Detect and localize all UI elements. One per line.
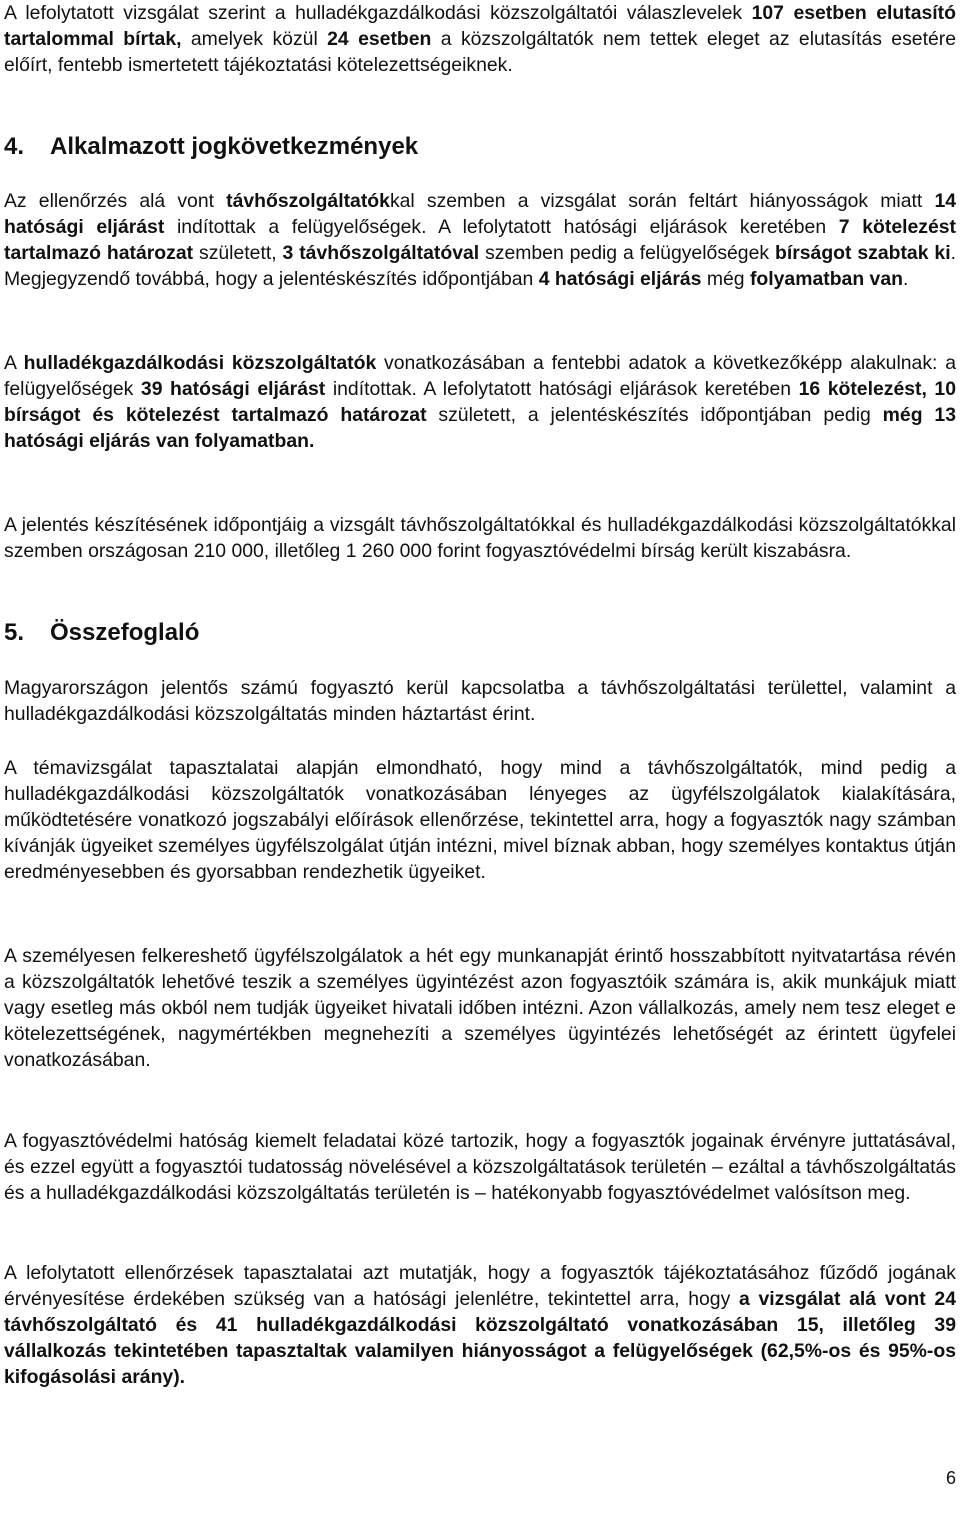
text-run: Magyarországon jelentős számú fogyasztó kerül kapcsolatba a távhőszolgáltatási területtel, valamint a hulladékgazdálkodási közszolgáltatás minden háztartást érint.	[4, 677, 956, 726]
text-run: a közszolgáltatók nem tettek eleget az elutasítás esetére előírt, fentebb ismertetett tájékoztatási kötelezettségeiknek.	[4, 28, 956, 77]
bold-text-run: folyamatban van	[749, 268, 903, 291]
bold-text-run: 16 kötelezést, 10 bírságot és kötelezést tartalmazó határozat	[4, 378, 956, 427]
text-run: A témavizsgálat tapasztalatai alapján elmondható, hogy mind a távhőszolgáltatók, mind pedig a hulladékgazdálkodási közszolgáltatók vonatkozásában lényeges az ügyfélszolgálatok kialakítására, működtetésére vonatkozó jogszabályi előírások ellenőrzése, tekintettel arra, hogy a fogyasztók nagy számban kívánják ügyeiket személyes ügyfélszolgálat útján intézni, mivel bíznak abban, hogy személyes kontaktus útján eredményesebben és gyorsabban rendezhetik ügyeiket.	[4, 757, 956, 884]
bold-text-run: 39 hatósági eljárást	[140, 378, 326, 401]
text-run: A	[4, 352, 24, 374]
text-run: A fogyasztóvédelmi hatóság kiemelt feladatai közé tartozik, hogy a fogyasztók jogainak érvényre juttatásával, és ezzel együtt a fogyasztói tudatosság növelésével a közszolgáltatások területén – ezáltal a távhőszolgáltatás és a hulladékgazdálkodási közszolgáltatás területén is – hatékonyabb fogyasztóvédelmet valósítson meg.	[4, 1130, 956, 1205]
heading-number: 5.	[4, 619, 25, 646]
bold-text-run: bírságot szabtak ki	[774, 242, 951, 265]
bold-text-run: 3 távhőszolgáltatóval	[282, 242, 480, 265]
text-run: Az ellenőrzés alá vont	[4, 190, 227, 212]
paragraph-conclusion	[4, 1260, 956, 1390]
bold-text-run: 24 esetben	[327, 28, 432, 51]
text-run: A jelentés készítésének időpontjáig a vizsgált távhőszolgáltatókkal és hulladékgazdálkodási közszolgáltatókkal szemben országosan 210 000, illetőleg 1 260 000 forint fogyasztóvédelmi bírság került kiszabásra.	[4, 514, 956, 563]
paragraph-district-heating-sanctions	[4, 188, 956, 292]
paragraph-authority-tasks	[4, 1128, 956, 1206]
text-run: A lefolytatott vizsgálat szerint a hulladékgazdálkodási közszolgáltatói válaszlevelek	[4, 2, 752, 24]
text-run: szemben pedig a felügyelőségek	[479, 242, 775, 265]
text-run: amelyek közül	[181, 28, 328, 51]
heading-title: Alkalmazott jogkövetkezmények	[50, 133, 419, 160]
heading-section-5	[4, 618, 199, 648]
text-run: vonatkozásában a fentebbi adatok a következőképp alakulnak: a felügyelőségek	[4, 352, 956, 401]
text-run: született,	[193, 242, 283, 265]
text-run: . Megjegyzendő továbbá, hogy a jelentéskészítés időpontjában	[4, 242, 956, 291]
text-run: még	[701, 268, 750, 291]
bold-text-run: még 13 hatósági eljárás van folyamatban.	[4, 404, 956, 453]
heading-title: Összefoglaló	[50, 619, 200, 646]
paragraph-waste-management-sanctions	[4, 350, 956, 454]
bold-text-run: 7 kötelezést tartalmazó határozat	[4, 216, 957, 265]
bold-text-run: a vizsgálat alá vont 24 távhőszolgáltató és 41 hulladékgazdálkodási közszolgáltató vonatkozásában 15, illetőleg 39 vállalkozás tekintetében tapasztaltak valamilyen hiányosságot a felügyelőségek (62,5%-os és 95%-os kifogásolási arány).	[4, 1288, 957, 1389]
text-run: A lefolytatott ellenőrzések tapasztalatai azt mutatják, hogy a fogyasztók tájékoztatásához fűződő jogának érvényesítése érdekében szükség van a hatósági jelenlétre, tekintettel arra, hogy	[4, 1262, 956, 1311]
paragraph-summary-intro	[4, 675, 956, 727]
text-run: született, a jelentéskészítés időpontjában pedig	[426, 404, 883, 427]
text-run: indítottak a felügyelőségek. A lefolytatott hatósági eljárások keretében	[164, 216, 839, 239]
text-run: indítottak. A lefolytatott hatósági eljárások keretében	[325, 378, 799, 401]
heading-number: 4.	[4, 133, 25, 160]
bold-text-run: 14 hatósági eljárást	[4, 190, 957, 239]
text-run: A személyesen felkereshető ügyfélszolgálatok a hét egy munkanapját érintő hosszabbított nyitvatartása révén a közszolgáltatók lehetővé teszik a személyes ügyintézést azon fogyasztóik számára is, akik munkájuk miatt vagy esetleg más okból nem tudják ügyeiket hivatali időben intézni. Azon vállalkozás, amely nem tesz eleget e kötelezettségének, nagymértékben megnehezíti a személyes ügyintézés lehetőségét az érintett ügyfelei vonatkozásában.	[4, 945, 956, 1072]
paragraph-customer-service	[4, 755, 956, 885]
bold-text-run: 107 esetben elutasító tartalommal bírtak,	[4, 2, 956, 51]
bold-text-run: 4 hatósági eljárás	[538, 268, 702, 291]
paragraph-rejections	[4, 0, 956, 78]
text-run: kal szemben a vizsgálat során feltárt hiányosságok miatt	[389, 190, 935, 212]
heading-section-4	[4, 132, 418, 162]
paragraph-opening-hours	[4, 943, 956, 1073]
bold-text-run: távhőszolgáltatók	[226, 190, 390, 212]
page-number: 6	[945, 1468, 956, 1488]
paragraph-fines-total	[4, 512, 956, 564]
bold-text-run: hulladékgazdálkodási közszolgáltatók	[23, 352, 377, 374]
text-run: .	[902, 268, 909, 291]
